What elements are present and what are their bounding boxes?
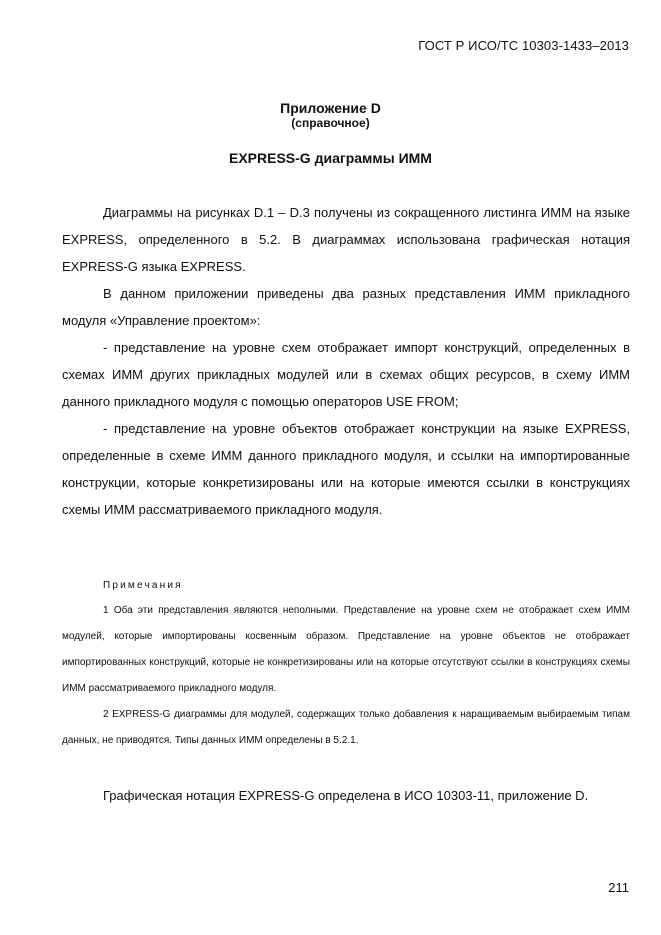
paragraph-intro: Диаграммы на рисунках D.1 – D.3 получены из сокращенного листинга ИММ на языке EXPRESS, определенного в 5.2. В диаграммах использована графическая нотация EXPRESS-G языка EXPRESS.	[62, 205, 630, 274]
body-text	[62, 199, 630, 523]
standard-code: ГОСТ Р ИСО/ТС 10303-1433–2013	[418, 38, 629, 53]
paragraph-representations: В данном приложении приведены два разных представления ИММ прикладного модуля «Управление проектом»:	[62, 286, 630, 328]
appendix-heading	[0, 100, 661, 130]
appendix-subtitle: (справочное)	[291, 116, 370, 130]
notes-section	[62, 579, 630, 754]
notes-heading: Примечания	[103, 580, 183, 591]
note-item-1: 1 Оба эти представления являются неполными. Представление на уровне схем не отображает схем ИММ модулей, которые импортированы косвенным образом. Представление на уровне объектов не отображает импортированных конструкций, которые не конкретизированы или на которые отсутствуют ссылки в конструкциях схемы ИММ рассматриваемого прикладного модуля.	[62, 605, 630, 694]
paragraph-schema-level: - представление на уровне схем отображает импорт конструкций, определенных в схемах ИММ других прикладных модулей или в схемах общих ресурсов, в схему ИММ данного прикладного модуля с помощью операторов USE FROM;	[62, 340, 630, 409]
page-number: 211	[608, 880, 629, 895]
note-item-2: 2 EXPRESS-G диаграммы для модулей, содержащих только добавления к наращиваемым выбираемым типам данных, не приводятся. Типы данных ИММ определены в 5.2.1.	[62, 709, 630, 746]
section-title: EXPRESS-G диаграммы ИММ	[229, 150, 432, 166]
closing-paragraph: Графическая нотация EXPRESS-G определена в ИСО 10303-11, приложение D.	[103, 788, 589, 803]
paragraph-object-level: - представление на уровне объектов отображает конструкции на языке EXPRESS, определенные в схеме ИММ данного прикладного модуля, и ссылки на импортированные конструкции, которые конкретизированы или на которые имеются ссылки в конструкциях схемы ИММ рассматриваемого прикладного модуля.	[62, 421, 630, 517]
appendix-title: Приложение D	[280, 100, 381, 116]
